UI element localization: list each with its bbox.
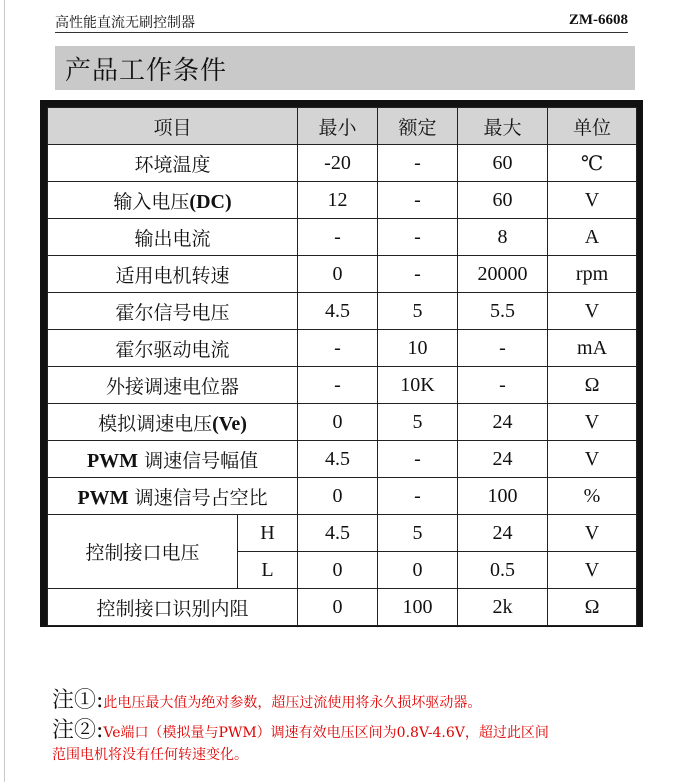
row-rated: - — [378, 256, 458, 293]
row-min: 12 — [298, 182, 378, 219]
section-banner — [55, 46, 635, 90]
row-max: - — [458, 367, 548, 404]
row-min: -20 — [298, 145, 378, 182]
table-row — [48, 589, 637, 626]
row-min: 4.5 — [298, 515, 378, 552]
table-row — [48, 367, 637, 404]
document-title: 高性能直流无刷控制器 — [55, 15, 195, 31]
row-rated: - — [378, 145, 458, 182]
model-number: ZM-6608 — [568, 12, 628, 28]
row-item-bold: (Ve) — [212, 412, 247, 435]
row-rated: 10 — [378, 330, 458, 367]
row-unit: Ω — [548, 589, 637, 626]
row-item-bold: (DC) — [189, 190, 232, 213]
page-header — [55, 10, 628, 33]
row-min: 0 — [298, 552, 378, 589]
row-item: 环境温度 — [48, 145, 298, 182]
row-item: 适用电机转速 — [48, 256, 298, 293]
table-row — [48, 515, 637, 552]
row-item: 霍尔信号电压 — [48, 293, 298, 330]
row-rated: - — [378, 182, 458, 219]
section-title: 产品工作条件 — [65, 56, 228, 86]
row-min: 4.5 — [298, 441, 378, 478]
table-row — [48, 404, 637, 441]
page-margin-line — [4, 0, 5, 782]
row-min: - — [298, 330, 378, 367]
table-row — [48, 478, 637, 515]
row-max: 24 — [458, 441, 548, 478]
row-rated: 5 — [378, 293, 458, 330]
row-rated: 5 — [378, 515, 458, 552]
row-max: 24 — [458, 404, 548, 441]
row-rated: 10K — [378, 367, 458, 404]
control-low-label: L — [238, 552, 298, 589]
note-2 — [52, 720, 652, 766]
note-2-text: Ve端口（模拟量与PWM）调速有效电压区间为0.8V-4.6V，超过此区间 — [103, 725, 549, 741]
table-row — [48, 256, 637, 293]
row-item — [48, 182, 298, 219]
row-item-text: 输入电压 — [113, 190, 190, 213]
row-item: 控制接口识别内阻 — [48, 589, 298, 626]
row-min: 0 — [298, 256, 378, 293]
row-item: 输出电流 — [48, 219, 298, 256]
row-min: - — [298, 219, 378, 256]
row-max: 60 — [458, 182, 548, 219]
row-max: 5.5 — [458, 293, 548, 330]
note-2-mark: 注②: — [52, 718, 104, 743]
table-row — [48, 145, 637, 182]
row-item: 外接调速电位器 — [48, 367, 298, 404]
row-item-bold: PWM — [86, 449, 139, 472]
table-row — [48, 182, 637, 219]
row-min: 0 — [298, 478, 378, 515]
note-1-text: 此电压最大值为绝对参数，超压过流使用将永久损坏驱动器。 — [103, 695, 482, 711]
row-max: 60 — [458, 145, 548, 182]
table-header-row — [48, 108, 637, 145]
row-item-text: 调速信号占空比 — [128, 486, 268, 509]
control-high-label: H — [238, 515, 298, 552]
row-unit: Ω — [548, 367, 637, 404]
row-unit: V — [548, 404, 637, 441]
row-unit: mA — [548, 330, 637, 367]
table-row — [48, 293, 637, 330]
row-rated: 0 — [378, 552, 458, 589]
notes-section — [52, 690, 652, 772]
row-item-text: 调速信号幅值 — [138, 449, 259, 472]
header-min: 最小 — [298, 108, 378, 145]
row-item-text: 模拟调速电压 — [98, 412, 213, 435]
row-max: 20000 — [458, 256, 548, 293]
note-2-text-cont: 范围电机将没有任何转速变化。 — [52, 747, 248, 763]
row-max: 0.5 — [458, 552, 548, 589]
row-unit: V — [548, 552, 637, 589]
row-item-bold: PWM — [77, 486, 129, 509]
header-rated: 额定 — [378, 108, 458, 145]
row-min: - — [298, 367, 378, 404]
row-unit: ℃ — [548, 145, 637, 182]
row-max: 8 — [458, 219, 548, 256]
row-max: 24 — [458, 515, 548, 552]
row-rated: - — [378, 441, 458, 478]
spec-table — [47, 107, 637, 626]
row-rated: - — [378, 219, 458, 256]
row-unit: A — [548, 219, 637, 256]
header-max: 最大 — [458, 108, 548, 145]
row-rated: - — [378, 478, 458, 515]
row-unit: V — [548, 515, 637, 552]
table-row — [48, 219, 637, 256]
note-1-mark: 注①: — [52, 688, 104, 713]
table-row — [48, 330, 637, 367]
header-item: 项目 — [48, 108, 298, 145]
table-row — [48, 441, 637, 478]
row-unit: rpm — [548, 256, 637, 293]
row-max: - — [458, 330, 548, 367]
row-max: 100 — [458, 478, 548, 515]
row-min: 4.5 — [298, 293, 378, 330]
row-unit: % — [548, 478, 637, 515]
row-item — [48, 478, 298, 515]
row-unit: V — [548, 441, 637, 478]
row-max: 2k — [458, 589, 548, 626]
row-rated: 5 — [378, 404, 458, 441]
note-1 — [52, 690, 652, 714]
row-unit: V — [548, 293, 637, 330]
row-rated: 100 — [378, 589, 458, 626]
row-min: 0 — [298, 589, 378, 626]
control-voltage-item: 控制接口电压 — [48, 515, 238, 589]
header-unit: 单位 — [548, 108, 637, 145]
row-item: 霍尔驱动电流 — [48, 330, 298, 367]
row-unit: V — [548, 182, 637, 219]
spec-table-frame — [40, 100, 643, 627]
row-item — [48, 441, 298, 478]
row-min: 0 — [298, 404, 378, 441]
row-item — [48, 404, 298, 441]
